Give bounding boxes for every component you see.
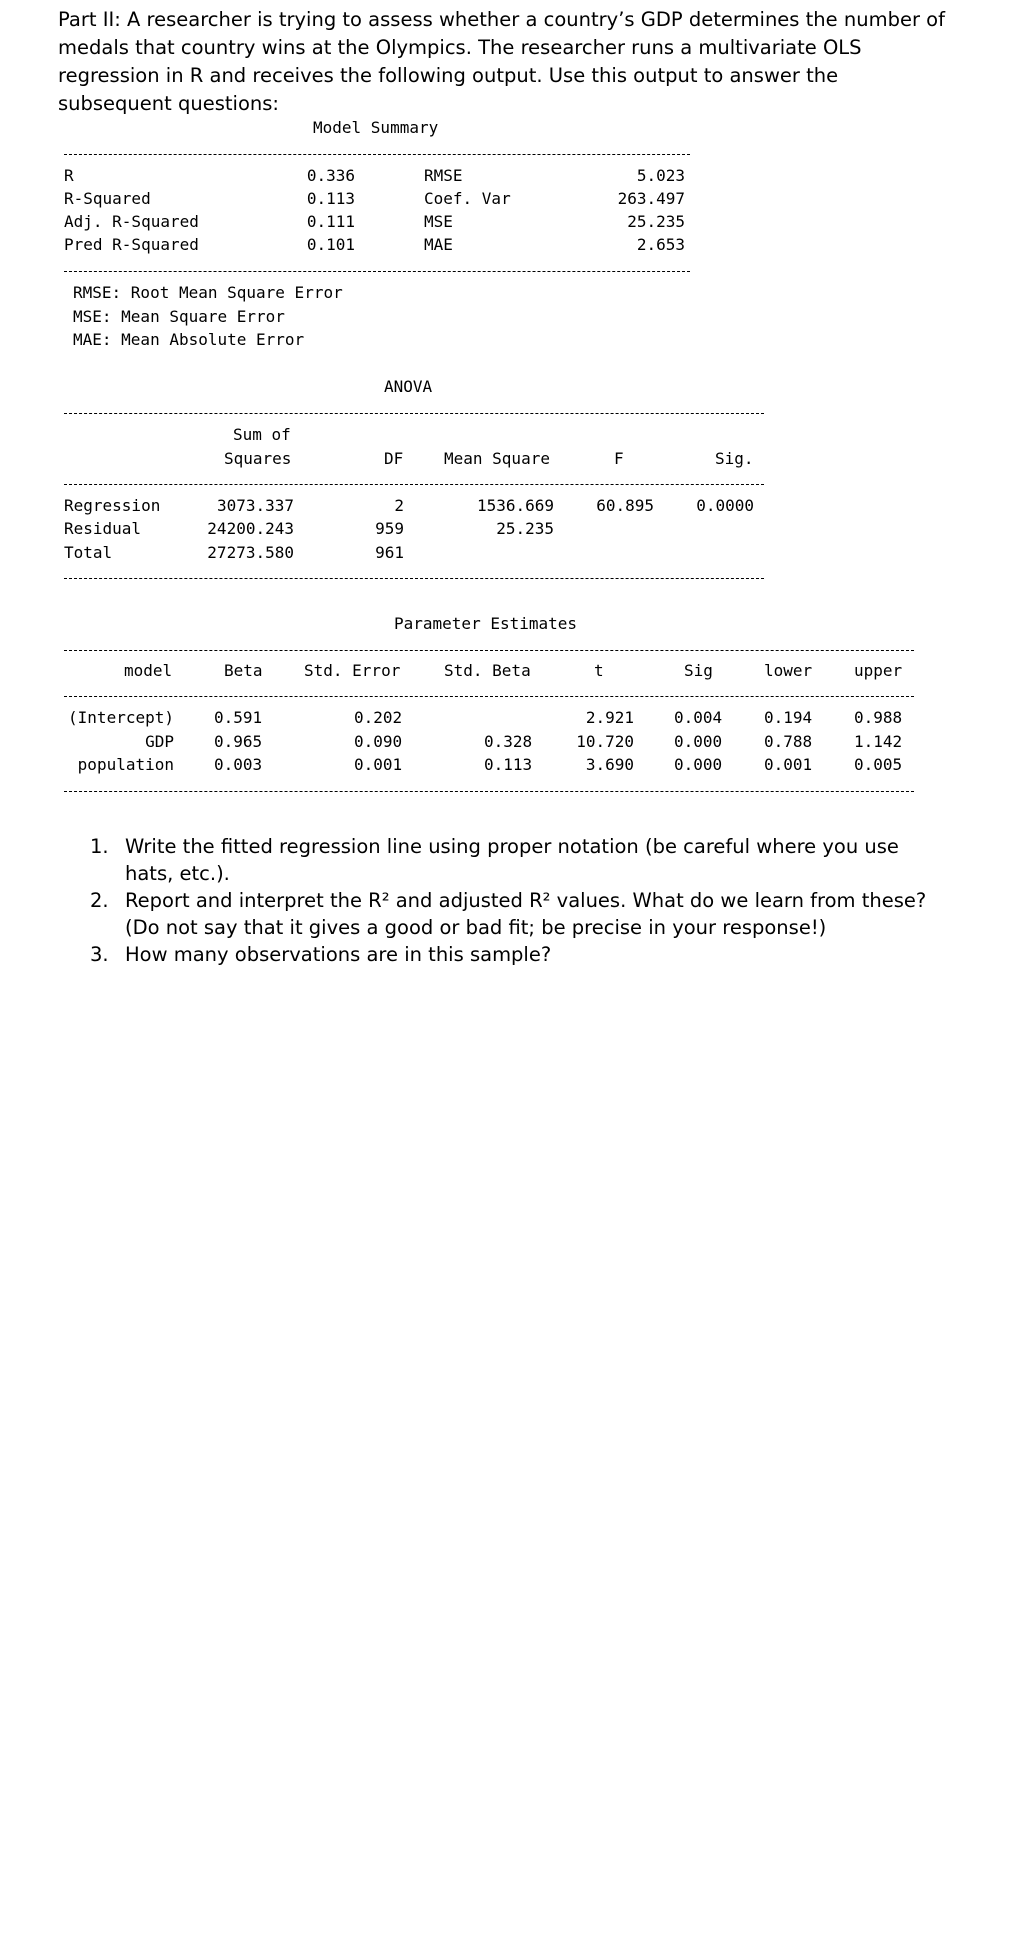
question-text: Report and interpret the R² and adjusted R² values. What do we learn from these? (Do not say that it gives a good or bad fit; be precise in your response!)	[125, 889, 927, 939]
anova-df: 2	[394, 496, 404, 515]
anova-header-ss: Squares	[224, 449, 292, 468]
params-header-se: Std. Error	[304, 661, 401, 680]
params-title: Parameter Estimates	[394, 614, 578, 633]
params-header-sig: Sig	[684, 661, 713, 680]
params-t: 2.921	[585, 708, 634, 727]
question-text: How many observations are in this sample?	[125, 943, 552, 966]
anova-ms: 1536.669	[476, 496, 554, 515]
params-sbeta: 0.328	[484, 732, 533, 751]
params-lower: 0.194	[764, 708, 813, 727]
params-se: 0.090	[354, 732, 403, 751]
question-item	[90, 887, 950, 941]
divider	[64, 413, 764, 414]
summary-value: 25.235	[627, 212, 685, 231]
params-se: 0.202	[354, 708, 403, 727]
question-item	[90, 833, 950, 887]
summary-label: Coef. Var	[424, 189, 511, 208]
params-upper: 0.988	[854, 708, 903, 727]
params-header-upper: upper	[854, 661, 903, 680]
anova-header-f: F	[614, 449, 624, 468]
anova-header-ms: Mean Square	[444, 449, 550, 468]
summary-label: RMSE	[424, 166, 463, 185]
divider	[64, 650, 914, 651]
intro-paragraph: Part II: A researcher is trying to assess whether a country’s GDP determines the number of medals that country wins at the Olympics. The researcher runs a multivariate OLS regression in R and receives the following output. Use this output to answer the subsequent questions:	[58, 8, 945, 115]
divider	[64, 578, 764, 579]
params-sig: 0.000	[674, 755, 723, 774]
params-upper: 0.005	[854, 755, 903, 774]
params-beta: 0.591	[214, 708, 263, 727]
question-text: Write the fitted regression line using proper notation (be careful where you use hats, etc.).	[125, 835, 899, 885]
summary-note: RMSE: Root Mean Square Error	[73, 283, 343, 302]
question-item	[90, 941, 950, 968]
summary-note: MSE: Mean Square Error	[73, 307, 285, 326]
summary-value: 0.336	[306, 166, 355, 185]
anova-header-df: DF	[384, 449, 404, 468]
divider	[64, 271, 690, 272]
summary-value: 2.653	[636, 235, 685, 254]
params-header-beta: Beta	[224, 661, 263, 680]
params-se: 0.001	[354, 755, 403, 774]
anova-row-label: Regression	[64, 496, 161, 515]
anova-row-label: Residual	[64, 519, 142, 538]
summary-value: 0.111	[306, 212, 355, 231]
params-beta: 0.965	[214, 732, 263, 751]
params-lower: 0.788	[764, 732, 813, 751]
params-t: 10.720	[576, 732, 634, 751]
anova-ss: 3073.337	[216, 496, 294, 515]
anova-title: ANOVA	[384, 377, 433, 396]
params-sbeta: 0.113	[484, 755, 533, 774]
summary-label: MAE	[424, 235, 453, 254]
params-sig: 0.000	[674, 732, 723, 751]
question-list	[90, 833, 950, 968]
params-beta: 0.003	[214, 755, 263, 774]
anova-header-ss: Sum of	[233, 425, 291, 444]
params-upper: 1.142	[854, 732, 903, 751]
anova-df: 961	[375, 543, 404, 562]
anova-sig: 0.0000	[696, 496, 754, 515]
model-summary-title: Model Summary	[313, 118, 439, 137]
params-header-sbeta: Std. Beta	[444, 661, 531, 680]
params-model: (Intercept)	[68, 708, 174, 727]
anova-df: 959	[375, 519, 404, 538]
params-header-lower: lower	[764, 661, 813, 680]
divider	[64, 696, 914, 697]
divider	[64, 484, 764, 485]
params-lower: 0.001	[764, 755, 813, 774]
anova-row-label: Total	[64, 543, 113, 562]
anova-ms: 25.235	[496, 519, 554, 538]
params-header-model: model	[124, 661, 173, 680]
question-number: 1.	[90, 835, 109, 858]
summary-label: R	[64, 166, 74, 185]
anova-header-sig: Sig.	[715, 449, 754, 468]
anova-f: 60.895	[596, 496, 654, 515]
question-number: 2.	[90, 889, 109, 912]
summary-value: 0.113	[306, 189, 355, 208]
summary-label: Pred R-Squared	[64, 235, 199, 254]
params-model: population	[77, 755, 174, 774]
params-t: 3.690	[585, 755, 634, 774]
summary-value: 263.497	[617, 189, 685, 208]
anova-ss: 27273.580	[207, 543, 294, 562]
anova-ss: 24200.243	[207, 519, 294, 538]
summary-label: MSE	[424, 212, 453, 231]
summary-label: Adj. R-Squared	[64, 212, 199, 231]
params-header-t: t	[594, 661, 604, 680]
params-model: GDP	[145, 732, 174, 751]
params-sig: 0.004	[674, 708, 723, 727]
question-number: 3.	[90, 943, 109, 966]
summary-value: 0.101	[306, 235, 355, 254]
summary-value: 5.023	[636, 166, 685, 185]
summary-note: MAE: Mean Absolute Error	[73, 330, 305, 349]
summary-label: R-Squared	[64, 189, 151, 208]
divider	[64, 791, 914, 792]
divider	[64, 154, 690, 155]
